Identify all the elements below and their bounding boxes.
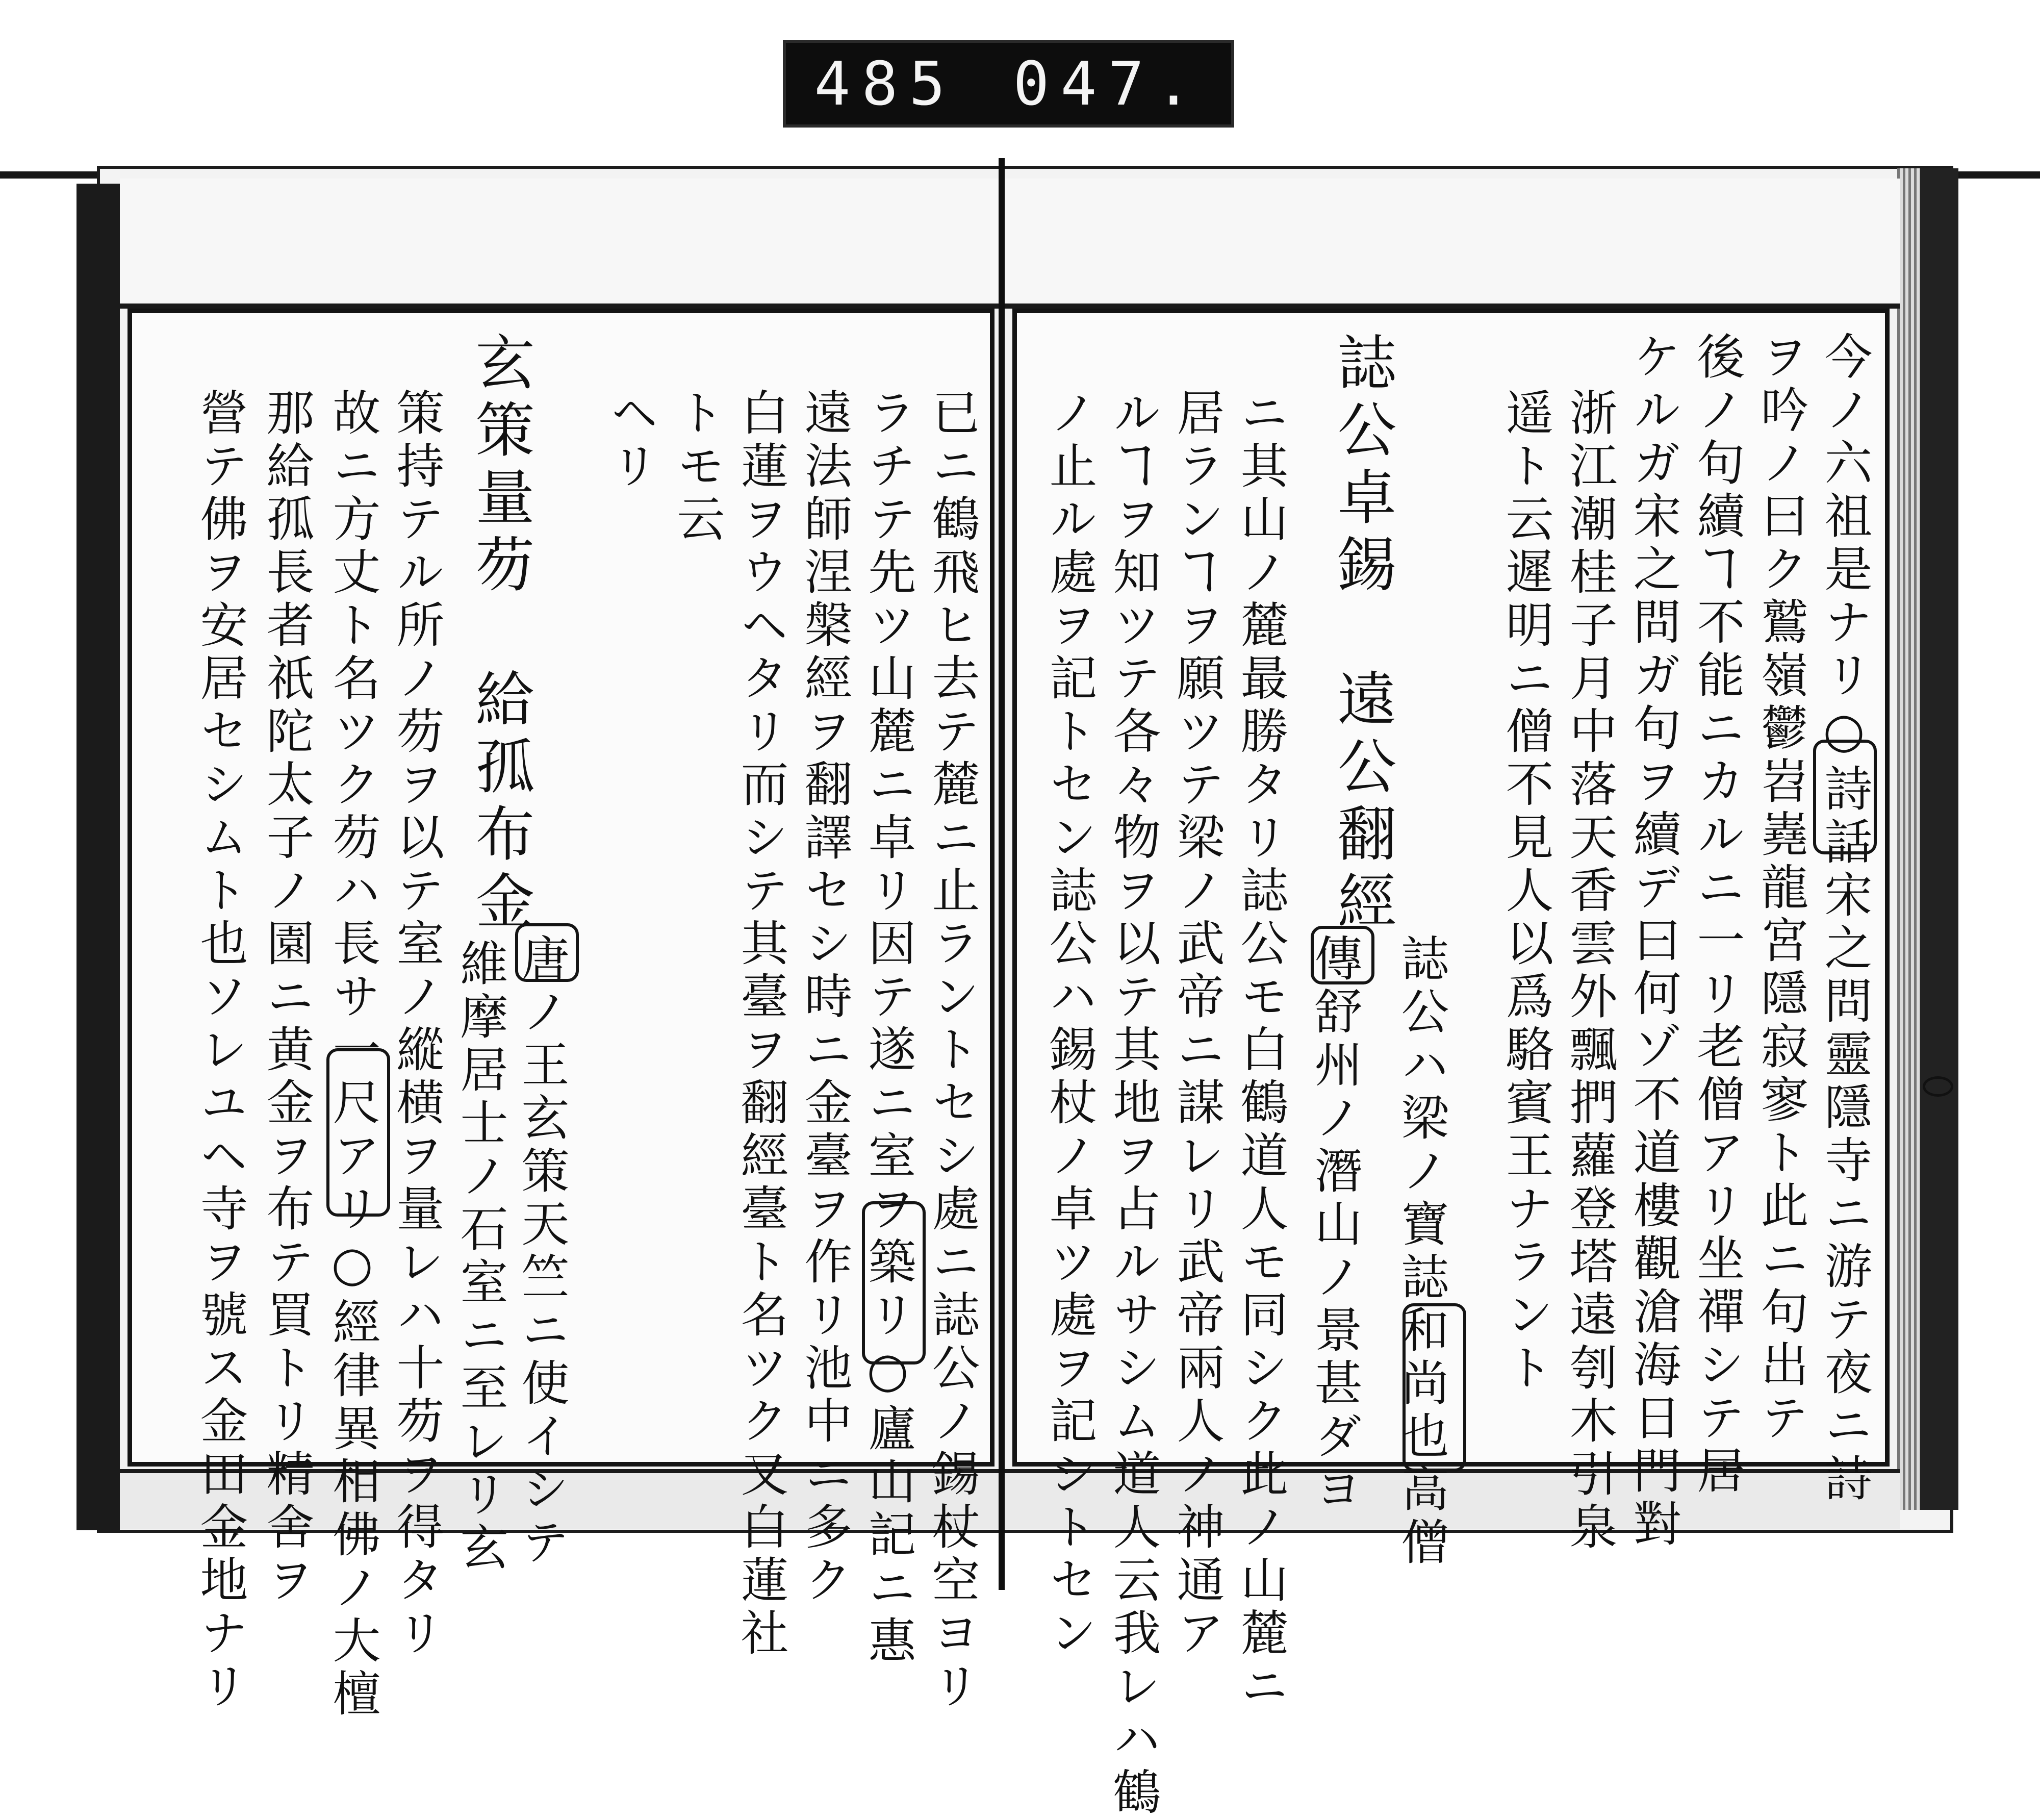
text-column: ニ其山ノ麓最勝タリ誌公モ白鶴道人モ同シク此ノ山麓ニ bbox=[1232, 388, 1288, 1714]
text-column: 白蓮ヲウヘタリ而シテ其臺ヲ翻經臺ト名ツク又白蓮社 bbox=[732, 388, 788, 1661]
source-box bbox=[1311, 926, 1374, 984]
text-column: 那給孤長者祇陀太子ノ園ニ黄金ヲ布テ買トリ精舍ヲ bbox=[258, 388, 314, 1608]
call-number-right: 047. bbox=[1013, 48, 1203, 119]
text-column: 傳舒州ノ潛山ノ景甚ダヨ bbox=[1306, 933, 1362, 1517]
text-column: ルヿヲ知ツテ各々物ヲ以テ其地ヲ占ルサシム道人云我レハ鶴 bbox=[1105, 388, 1160, 1820]
text-column: 唐ノ王玄策天竺ニ使イシテ bbox=[513, 933, 569, 1570]
text-column: ヲ吟ノ曰ク鷲嶺鬱岧嶤龍宮隱寂寥ト此ニ句出テ bbox=[1752, 332, 1808, 1446]
text-column: ノ止ル處ヲ記トセン誌公ハ錫杖ノ卓ツ處ヲ記シトセン bbox=[1041, 388, 1096, 1661]
text-column: 營テ佛ヲ安居セシムト也ソレユヘ寺ヲ號ス金田金地ナリ bbox=[192, 388, 247, 1714]
text-column: 策持テル所ノ芴ヲ以テ室ノ縱横ヲ量レハ十芴ヲ得タリ bbox=[388, 388, 444, 1661]
text-column: 遠法師涅槃經ヲ翻譯セシ時ニ金臺ヲ作リ池中ニ多ク bbox=[796, 388, 852, 1608]
text-column: 故ニ方丈ト名ツク芴ハ長サ一尺アリ○經律異相佛ノ大檀 bbox=[324, 388, 380, 1722]
text-column: ヘリ bbox=[602, 388, 658, 494]
right-cover-edge bbox=[1920, 168, 1958, 1510]
text-column: 今ノ六祖是ナリ○詩話宋之問靈隱寺ニ游テ夜ニ詩 bbox=[1816, 332, 1872, 1506]
left-cover-edge bbox=[76, 184, 120, 1530]
text-column: ケルガ宋之問ガ句ヲ續デ曰何ゾ不道樓觀滄海日門對 bbox=[1625, 332, 1680, 1552]
text-column: ラチテ先ツ山麓ニ卓リ因テ遂ニ室ヲ築リ○廬山記ニ惠 bbox=[860, 388, 915, 1669]
text-column: 遥ト云遲明ニ僧不見人以爲駱賓王ナラント bbox=[1497, 388, 1553, 1396]
source-box bbox=[1402, 1303, 1466, 1472]
source-box bbox=[515, 923, 579, 982]
fold-mark bbox=[1923, 1076, 1953, 1097]
source-box bbox=[326, 1048, 390, 1217]
section-heading: 玄策量芴 給孤布金 bbox=[466, 332, 534, 938]
text-column: 浙江潮桂子月中落天香雲外飄捫蘿登塔遠刳木引泉 bbox=[1561, 388, 1617, 1555]
call-number-label bbox=[783, 40, 1234, 128]
center-gutter bbox=[999, 158, 1005, 1590]
section-heading: 誌公卓錫 遠公翻經 bbox=[1328, 332, 1396, 938]
text-column: 誌公ハ梁ノ寶誌和尚也高僧 bbox=[1393, 933, 1448, 1570]
source-box bbox=[862, 1201, 926, 1364]
text-column: 後ノ句續ヿ不能ニカルニ一リ老僧アリ坐禪シテ居 bbox=[1689, 332, 1744, 1499]
text-column: 居ランヿヲ願ツテ梁ノ武帝ニ謀レリ武帝兩人ノ神通ア bbox=[1168, 388, 1224, 1661]
upper-margin bbox=[120, 179, 1900, 309]
text-column: トモ云 bbox=[669, 388, 724, 547]
text-column: 維摩居士ノ石室ニ至レリ玄 bbox=[452, 939, 507, 1575]
source-box bbox=[1813, 740, 1877, 854]
call-number-left: 485 bbox=[814, 48, 957, 119]
text-column: 已ニ鶴飛ヒ去テ麓ニ止ラントセシ處ニ誌公ノ錫杖空ヨリ bbox=[924, 388, 979, 1714]
